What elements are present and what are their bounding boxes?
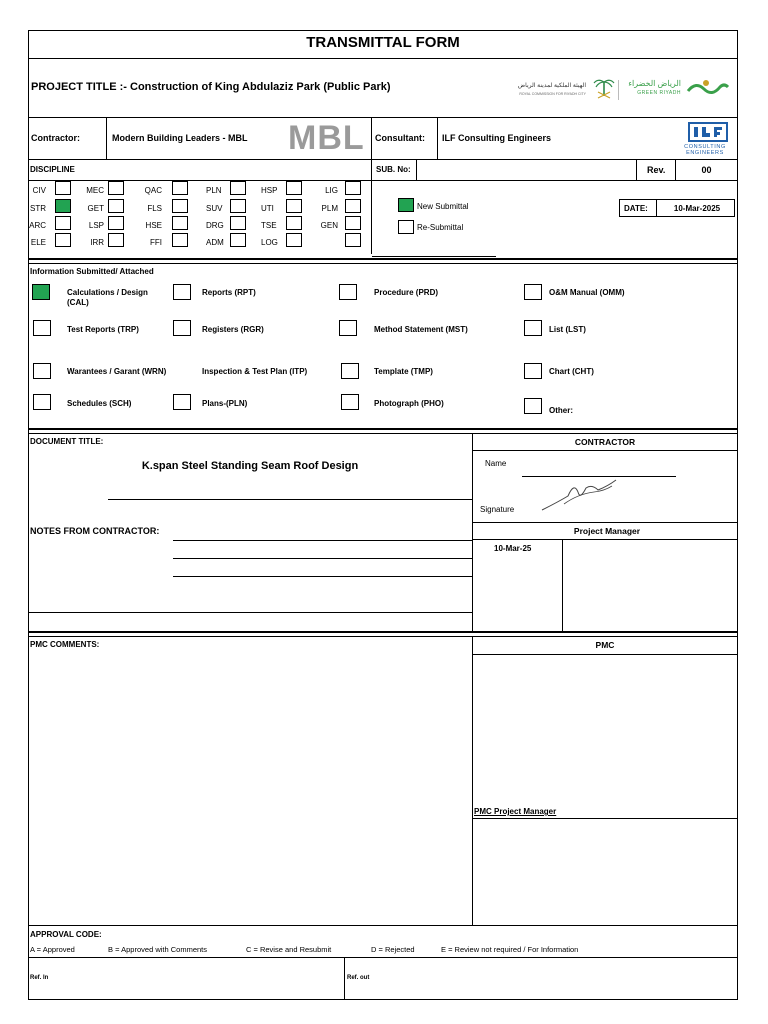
info-rgr-label: Registers (RGR): [202, 325, 264, 334]
discipline-qac-checkbox[interactable]: [172, 181, 188, 195]
info-cal-label: Calculations / Design (CAL): [67, 288, 148, 307]
info-mst-label: Method Statement (MST): [374, 325, 468, 334]
discipline-log-checkbox[interactable]: [286, 233, 302, 247]
discipline-irr: IRR: [90, 238, 104, 247]
info-sch-label: Schedules (SCH): [67, 399, 132, 408]
date-value: 10-Mar-2025: [673, 204, 721, 213]
palm-emblem-icon: [590, 74, 618, 102]
divider: [472, 433, 473, 631]
divider: [656, 199, 657, 217]
info-omm-label: O&M Manual (OMM): [549, 288, 625, 297]
notes-label: NOTES FROM CONTRACTOR:: [30, 526, 160, 536]
discipline-mec: MEC: [86, 186, 104, 195]
info-other-checkbox[interactable]: [524, 398, 542, 414]
info-pln-checkbox[interactable]: [173, 394, 191, 410]
divider: [344, 957, 345, 1000]
approval-a: A = Approved: [30, 945, 75, 954]
info-wrn-checkbox[interactable]: [33, 363, 51, 379]
approval-b: B = Approved with Comments: [108, 945, 208, 954]
divider: [371, 117, 372, 159]
divider: [28, 612, 472, 613]
form-frame: [28, 30, 738, 1000]
discipline-arc: ARC: [29, 221, 46, 230]
discipline-gen-checkbox[interactable]: [345, 216, 361, 230]
discipline-ele: ELE: [30, 238, 46, 247]
discipline-log: LOG: [261, 238, 278, 247]
discipline-adm: ADM: [206, 238, 224, 247]
discipline-extra-checkbox[interactable]: [345, 233, 361, 247]
discipline-ffi: FFI: [150, 238, 162, 247]
info-header: Information Submitted/ Attached: [30, 267, 154, 276]
discipline-uti: UTI: [261, 204, 274, 213]
divider: [472, 636, 473, 925]
logo-divider: [618, 80, 619, 100]
divider: [28, 58, 738, 59]
info-rpt-checkbox[interactable]: [173, 284, 191, 300]
discipline-lsp: LSP: [88, 221, 104, 230]
info-omm-checkbox[interactable]: [524, 284, 542, 300]
info-prd-checkbox[interactable]: [339, 284, 357, 300]
divider: [371, 159, 372, 180]
info-sch-checkbox[interactable]: [33, 394, 51, 410]
divider: [28, 428, 738, 430]
project-title: PROJECT TITLE :- Construction of King Abdulaziz Park (Public Park): [31, 81, 391, 93]
green-riyadh-en: GREEN RIYADH: [637, 90, 681, 96]
info-other-label: Other:: [549, 406, 573, 415]
approval-d: D = Rejected: [371, 945, 415, 954]
info-pho-checkbox[interactable]: [341, 394, 359, 410]
divider: [28, 636, 738, 637]
info-rpt-label: Reports (RPT): [202, 288, 256, 297]
pmc-comments-label: PMC COMMENTS:: [30, 640, 100, 649]
discipline-tse: TSE: [261, 221, 277, 230]
ref-out-label: Ref. out: [347, 975, 370, 981]
info-itp-label: Inspection & Test Plan (ITP): [202, 367, 308, 376]
approval-label: APPROVAL CODE:: [30, 930, 102, 939]
divider: [416, 159, 417, 180]
rev-label: Rev.: [647, 165, 666, 175]
discipline-mec-checkbox[interactable]: [108, 181, 124, 195]
contractor-signature-label: Signature: [480, 505, 515, 514]
discipline-adm-checkbox[interactable]: [230, 233, 246, 247]
re-submittal-checkbox[interactable]: [398, 220, 414, 234]
discipline-get-checkbox[interactable]: [108, 199, 124, 213]
ref-in-label: Ref. In: [30, 975, 49, 981]
discipline-drg: DRG: [206, 221, 224, 230]
discipline-str-checkbox[interactable]: [55, 199, 71, 213]
divider: [28, 180, 738, 181]
info-tmp-label: Template (TMP): [374, 367, 433, 376]
discipline-fls: FLS: [147, 204, 162, 213]
divider: [636, 159, 637, 180]
discipline-civ-checkbox[interactable]: [55, 181, 71, 195]
document-title-label: DOCUMENT TITLE:: [30, 437, 104, 446]
divider: [173, 576, 472, 577]
discipline-lig-checkbox[interactable]: [345, 181, 361, 195]
discipline-hse-checkbox[interactable]: [172, 216, 188, 230]
approval-c: C = Revise and Resubmit: [246, 945, 332, 954]
sub-no-label: SUB. No:: [376, 165, 411, 174]
mbl-logo: MBL: [288, 119, 365, 157]
discipline-uti-checkbox[interactable]: [286, 199, 302, 213]
discipline-ele-checkbox[interactable]: [55, 233, 71, 247]
divider: [28, 159, 738, 160]
discipline-lsp-checkbox[interactable]: [108, 216, 124, 230]
info-pln-label: Plans-(PLN): [202, 399, 248, 408]
rcrc-logo-en: ROYAL COMMISSION FOR RIYADH CITY: [519, 92, 586, 96]
discipline-plm: PLM: [321, 204, 338, 213]
date-label: DATE:: [624, 204, 648, 213]
divider: [173, 558, 472, 559]
divider: [472, 450, 738, 451]
discipline-gen: GEN: [320, 221, 338, 230]
form-title: TRANSMITTAL FORM: [306, 34, 460, 51]
ilf-logo-text: CONSULTING ENGINEERS: [684, 144, 726, 156]
rev-value: 00: [701, 165, 712, 175]
new-submittal-label: New Submittal: [417, 202, 469, 211]
discipline-plm-checkbox[interactable]: [345, 199, 361, 213]
divider: [372, 256, 496, 257]
divider: [28, 957, 738, 958]
discipline-tse-checkbox[interactable]: [286, 216, 302, 230]
info-cht-label: Chart (CHT): [549, 367, 594, 376]
discipline-qac: QAC: [144, 186, 162, 195]
discipline-suv-checkbox[interactable]: [230, 199, 246, 213]
re-submittal-label: Re-Submittal: [417, 223, 464, 232]
divider: [173, 540, 472, 541]
discipline-lig: LIG: [325, 186, 338, 195]
consultant-label: Consultant:: [375, 133, 425, 143]
green-riyadh-logo-icon: [684, 77, 732, 99]
info-prd-label: Procedure (PRD): [374, 288, 439, 297]
divider: [108, 499, 472, 500]
discipline-arc-checkbox[interactable]: [55, 216, 71, 230]
new-submittal-checkbox[interactable]: [398, 198, 414, 212]
contractor-block-header: CONTRACTOR: [574, 437, 636, 447]
green-riyadh-ar: الرياض الخضراء: [628, 79, 681, 88]
divider: [472, 539, 738, 540]
info-pho-label: Photograph (PHO): [374, 399, 444, 408]
discipline-str: STR: [30, 204, 46, 213]
discipline-hse: HSE: [145, 221, 162, 230]
contractor-date: 10-Mar-25: [494, 544, 532, 553]
pmc-pm-label: PMC Project Manager: [474, 807, 557, 816]
divider: [472, 522, 738, 523]
discipline-suv: SUV: [206, 204, 223, 213]
divider: [28, 263, 738, 264]
ilf-logo-icon: [688, 121, 728, 143]
info-cht-checkbox[interactable]: [524, 363, 542, 379]
contractor-value: Modern Building Leaders - MBL: [112, 133, 248, 143]
discipline-irr-checkbox[interactable]: [108, 233, 124, 247]
divider: [371, 180, 372, 254]
info-rgr-checkbox[interactable]: [173, 320, 191, 336]
divider: [437, 117, 438, 159]
divider: [28, 433, 738, 434]
pmc-header: PMC: [595, 640, 615, 650]
discipline-hsp-checkbox[interactable]: [286, 181, 302, 195]
discipline-civ: CIV: [32, 186, 46, 195]
discipline-ffi-checkbox[interactable]: [172, 233, 188, 247]
divider: [28, 631, 738, 633]
discipline-drg-checkbox[interactable]: [230, 216, 246, 230]
info-wrn-label: Warantees / Garant (WRN): [67, 367, 167, 376]
discipline-fls-checkbox[interactable]: [172, 199, 188, 213]
discipline-get: GET: [87, 204, 104, 213]
info-mst-checkbox[interactable]: [339, 320, 357, 336]
discipline-label: DISCIPLINE: [30, 165, 75, 174]
signature-icon: [538, 474, 618, 514]
divider: [472, 818, 738, 819]
info-lst-checkbox[interactable]: [524, 320, 542, 336]
rcrc-logo-ar: الهيئة الملكية لمدينة الرياض: [517, 83, 586, 89]
info-cal-checkbox[interactable]: [32, 284, 50, 300]
divider: [28, 117, 738, 118]
consultant-value: ILF Consulting Engineers: [442, 133, 552, 143]
info-trp-label: Test Reports (TRP): [67, 325, 139, 334]
contractor-label: Contractor:: [31, 133, 80, 143]
divider: [106, 117, 107, 159]
discipline-hsp: HSP: [261, 186, 278, 195]
divider: [562, 539, 563, 631]
discipline-pln-checkbox[interactable]: [230, 181, 246, 195]
contractor-name-label: Name: [485, 459, 507, 468]
divider: [472, 654, 738, 655]
divider: [28, 258, 738, 260]
document-title-value: K.span Steel Standing Seam Roof Design: [141, 460, 359, 472]
info-trp-checkbox[interactable]: [33, 320, 51, 336]
project-manager-label: Project Manager: [573, 526, 641, 536]
divider: [28, 925, 738, 926]
info-lst-label: List (LST): [549, 325, 586, 334]
discipline-pln: PLN: [206, 186, 222, 195]
approval-e: E = Review not required / For Information: [441, 945, 579, 954]
info-tmp-checkbox[interactable]: [341, 363, 359, 379]
